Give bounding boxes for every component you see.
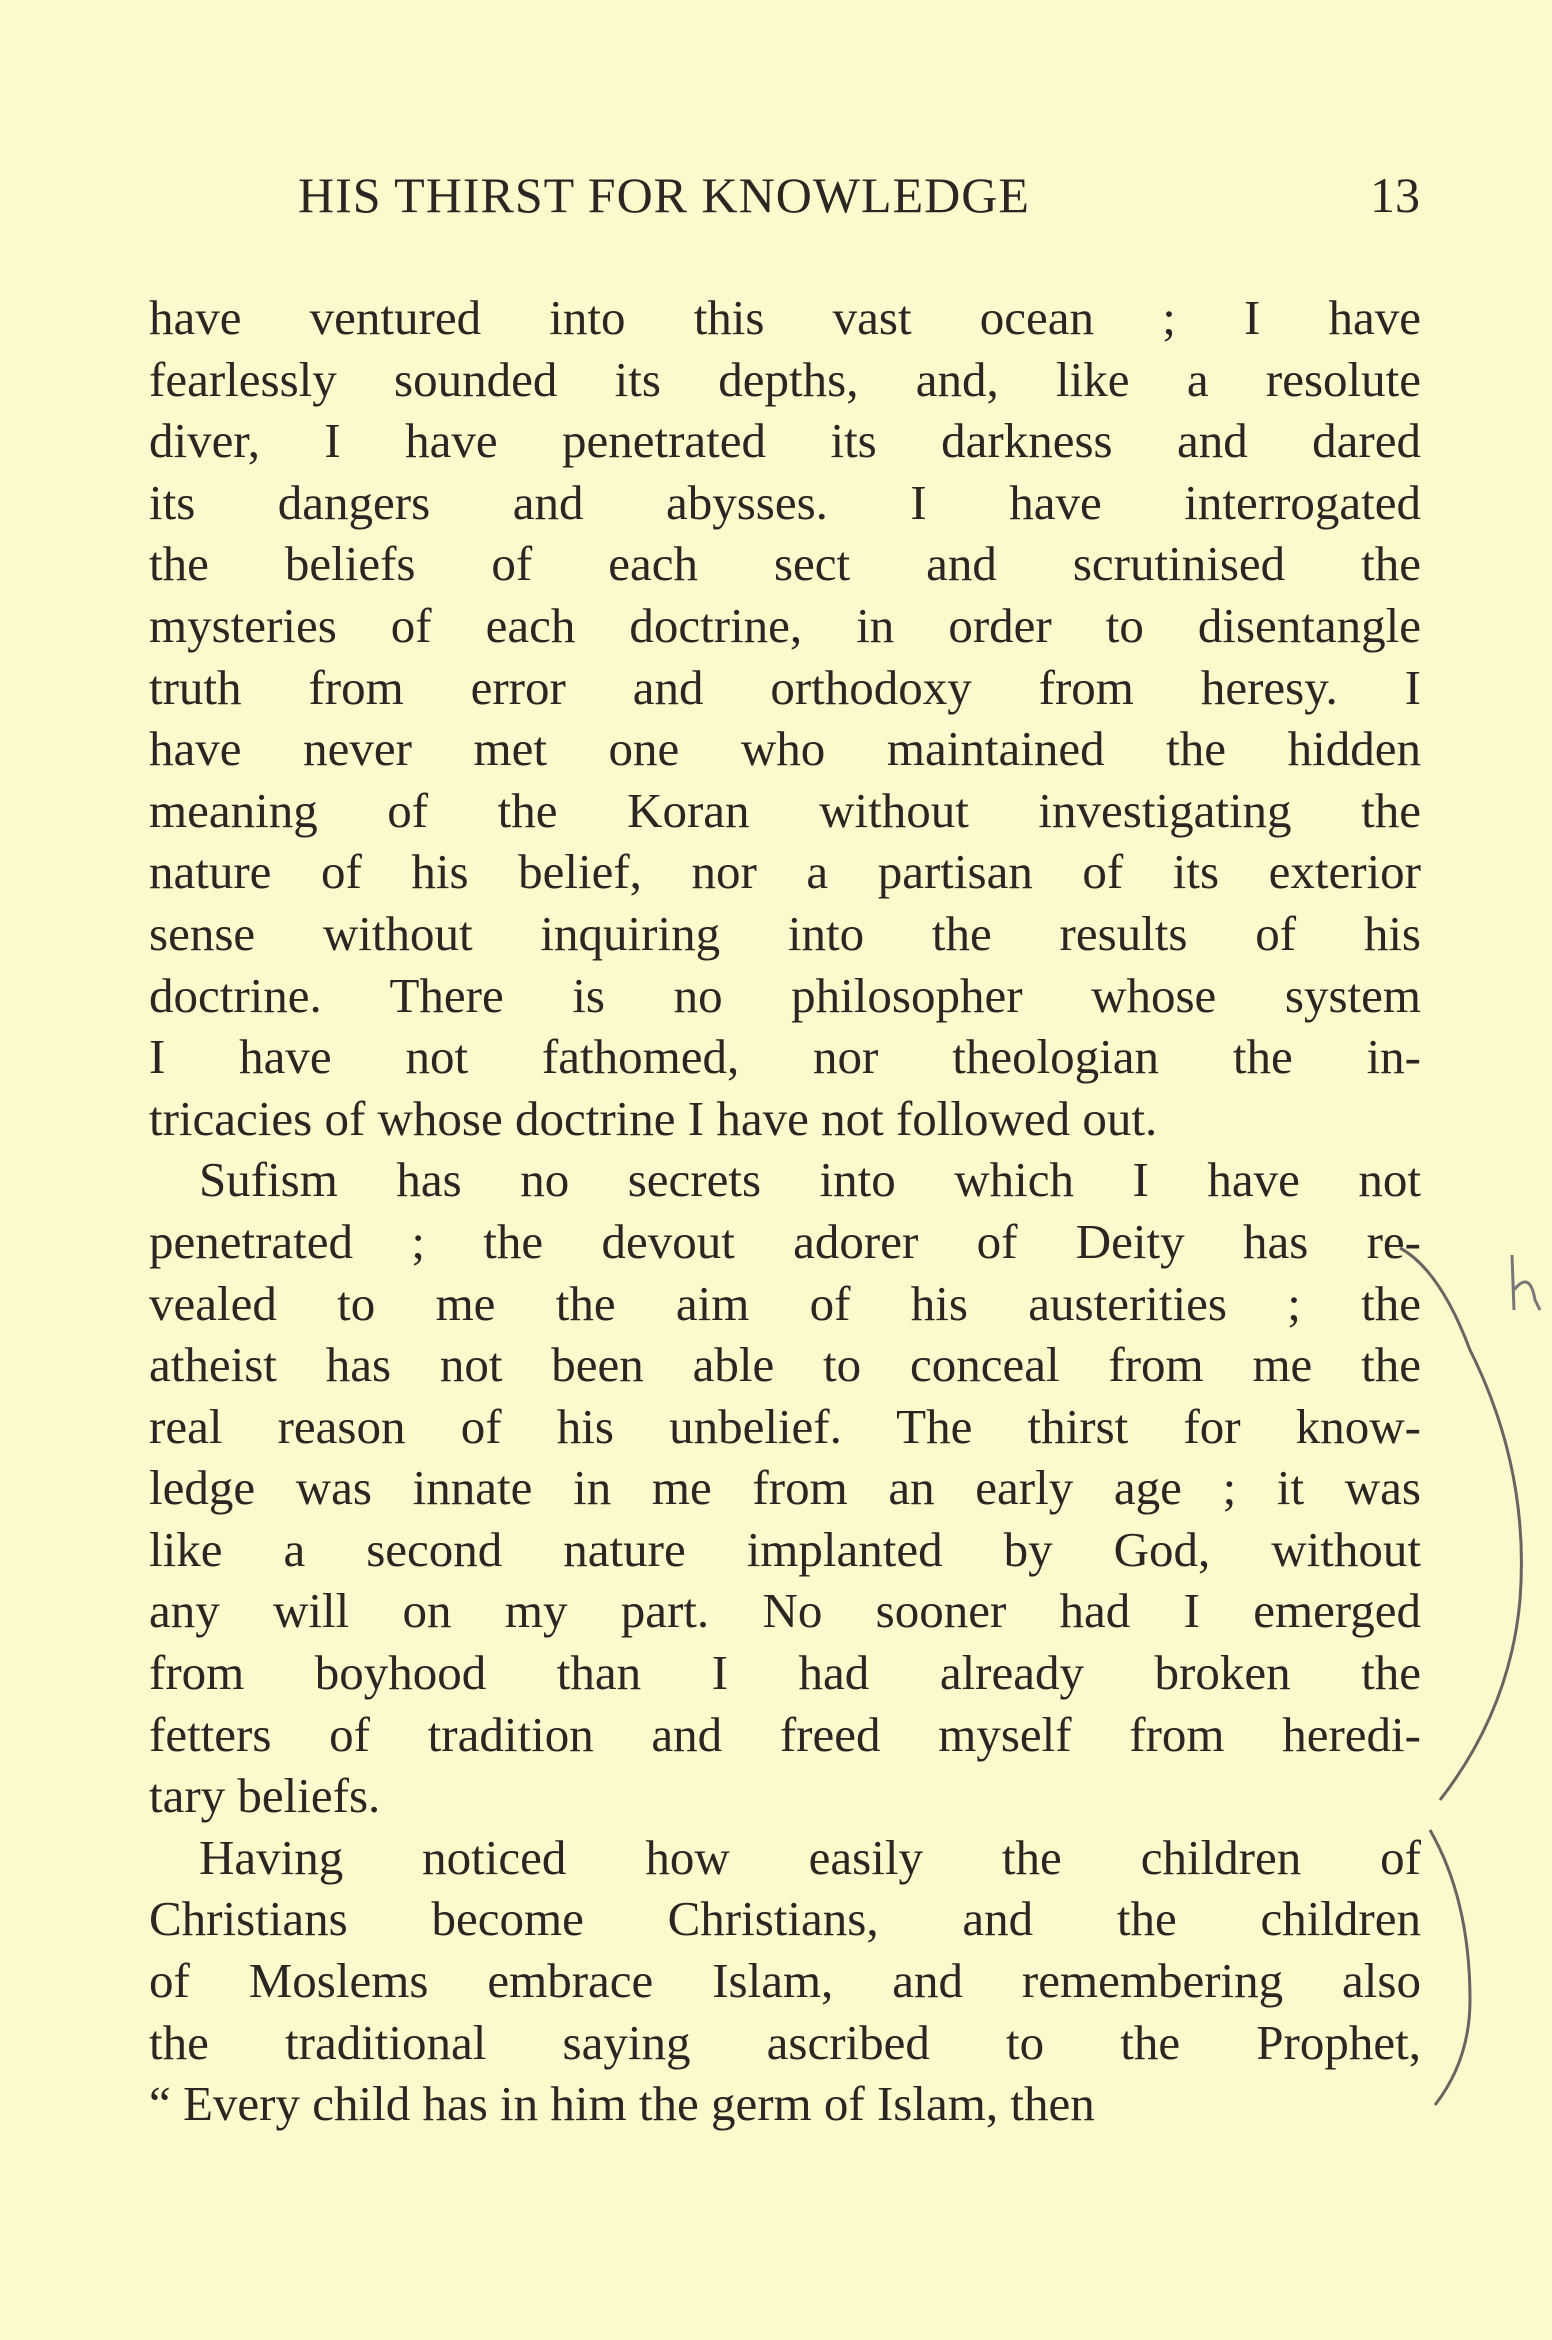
text-line: tary beliefs. (149, 1768, 381, 1824)
text-line: Sufism has no secrets into which I have not (199, 1152, 1421, 1208)
text-line: Christians become Christians, and the children (149, 1891, 1421, 1947)
text-line: doctrine. There is no philosopher whose system (149, 967, 1421, 1023)
text-line: from boyhood than I had already broken the (149, 1645, 1421, 1701)
text-line: fearlessly sounded its depths, and, like a resolute (149, 351, 1421, 407)
text-line: penetrated ; the devout adorer of Deity has re- (149, 1213, 1421, 1269)
pencil-bracket-upper (1400, 1248, 1521, 1800)
text-line: like a second nature implanted by God, without (149, 1521, 1421, 1577)
text-line: truth from error and orthodoxy from heresy. I (149, 659, 1421, 715)
pencil-bracket-lower (1430, 1830, 1470, 2105)
text-line: meaning of the Koran without investigating the (149, 782, 1421, 838)
text-line: sense without inquiring into the results of his (149, 905, 1421, 961)
text-line: nature of his belief, nor a partisan of its exterior (149, 844, 1421, 900)
text-line: real reason of his unbelief. The thirst for know- (149, 1398, 1421, 1454)
chapter-title: HIS THIRST FOR KNOWLEDGE (298, 167, 1030, 223)
text-line: atheist has not been able to conceal from me the (149, 1337, 1421, 1393)
pencil-mark-k (1512, 1255, 1540, 1310)
text-line: “ Every child has in him the germ of Islam, then (149, 2076, 1095, 2132)
page-number: 13 (1370, 167, 1420, 223)
text-line: fetters of tradition and freed myself from heredi- (149, 1706, 1421, 1762)
text-line: the traditional saying ascribed to the Prophet, (149, 2014, 1421, 2070)
text-line: ledge was innate in me from an early age ; it was (149, 1460, 1421, 1516)
text-line: tricacies of whose doctrine I have not followed out. (149, 1090, 1158, 1146)
text-line: diver, I have penetrated its darkness and dared (149, 413, 1421, 469)
text-line: vealed to me the aim of his austerities ; the (149, 1275, 1421, 1331)
text-line: Having noticed how easily the children of (199, 1829, 1421, 1885)
text-line: mysteries of each doctrine, in order to disentangle (149, 597, 1421, 653)
text-line: I have not fathomed, nor theologian the in- (149, 1029, 1421, 1085)
text-line: any will on my part. No sooner had I emerged (149, 1583, 1421, 1639)
text-line: the beliefs of each sect and scrutinised the (149, 536, 1421, 592)
text-line: have never met one who maintained the hidden (149, 721, 1421, 777)
text-line: have ventured into this vast ocean ; I have (149, 290, 1421, 345)
text-line: of Moslems embrace Islam, and remembering also (149, 1953, 1421, 2009)
text-line: its dangers and abysses. I have interrogated (149, 474, 1421, 530)
